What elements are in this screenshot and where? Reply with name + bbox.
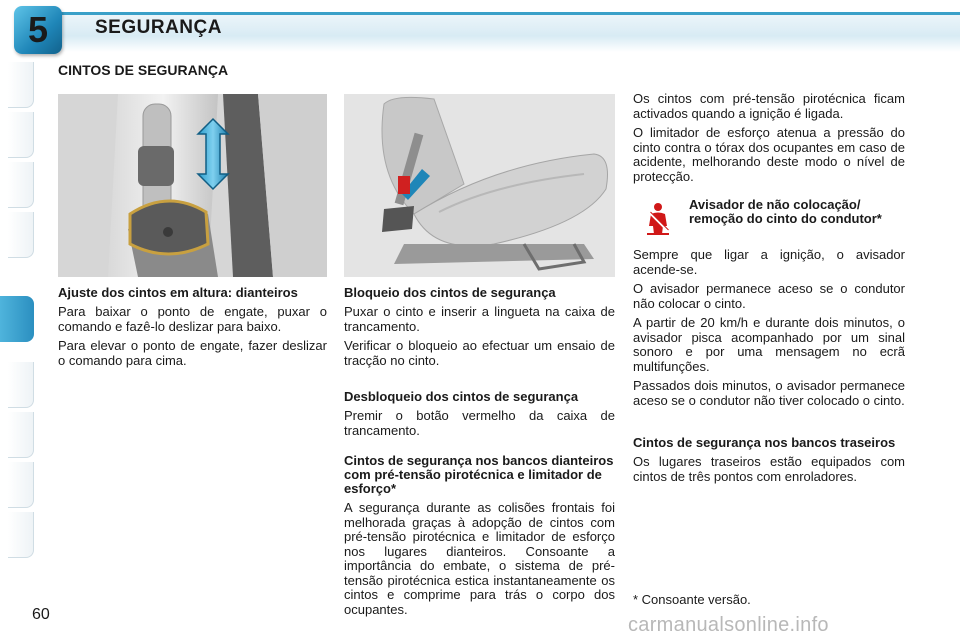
lock-heading: Bloqueio dos cintos de segurança — [344, 285, 556, 300]
height-adjust-raise-text: Para elevar o ponto de engate, fazer deslizar o comando para cima. — [58, 338, 327, 368]
warning-ignition-text: Sempre que ligar a ignição, o avisador acende-se. — [633, 247, 905, 277]
section-title: CINTOS DE SEGURANÇA — [58, 62, 229, 78]
warning-stays-on-text: O avisador permanece aceso se o condutor não colocar o cinto. — [633, 281, 905, 311]
pretension-activation-text: Os cintos com pré-tensão pirotécnica ficam activados quando a ignição é ligada. — [633, 91, 905, 121]
belt-height-adjuster-photo — [58, 94, 327, 277]
footnote: * Consoante versão. — [633, 592, 751, 607]
page-number: 60 — [32, 606, 50, 623]
seat-buckle-photo — [344, 94, 615, 277]
chapter-badge — [14, 6, 62, 54]
seat-illustration — [344, 94, 615, 277]
seatbelt-warning-header — [633, 196, 905, 244]
chapter-tab[interactable] — [8, 112, 34, 158]
seatbelt-warning-heading: Avisador de não colocação/ remoção do cinto do condutor* — [689, 197, 882, 226]
chapter-title: SEGURANÇA — [95, 17, 222, 38]
chapter-tab[interactable] — [8, 212, 34, 258]
unlock-text: Premir o botão vermelho da caixa de trancamento. — [344, 408, 615, 438]
force-limiter-text: O limitador de esforço atenua a pressão do cinto contra o tórax dos ocupantes em caso de acidente, melhorando deste modo o nível de protecção. — [633, 125, 905, 184]
lock-verify-text: Verificar o bloqueio ao efectuar um ensaio de tracção no cinto. — [344, 338, 615, 368]
height-adjust-lower-text: Para baixar o ponto de engate, puxar o comando e fazê-lo deslizar para baixo. — [58, 304, 327, 334]
belt-adjuster-illustration — [58, 94, 327, 277]
lock-insert-text: Puxar o cinto e inserir a lingueta na caixa de trancamento. — [344, 304, 615, 334]
chapter-tab[interactable] — [8, 412, 34, 458]
height-adjust-heading: Ajuste dos cintos em altura: dianteiros — [58, 285, 298, 300]
unlock-section — [344, 390, 615, 443]
watermark: carmanualsonline.info — [628, 614, 829, 636]
header-bar — [0, 0, 960, 52]
height-adjust-section — [58, 286, 327, 373]
rear-belts-heading: Cintos de segurança nos bancos traseiros — [633, 435, 896, 450]
chapter-number: 5 — [27, 9, 49, 50]
chapter-tab[interactable] — [8, 362, 34, 408]
lock-section — [344, 286, 615, 373]
chapter-tab[interactable] — [8, 162, 34, 208]
warning-blink-text: A partir de 20 km/h e durante dois minutos, o avisador pisca acompanhado por um sinal sonoro e por uma mensagem no ecrã multifunções. — [633, 315, 905, 374]
front-pretension-section — [344, 454, 615, 622]
seatbelt-warning-icon — [643, 202, 673, 236]
header-rule — [56, 12, 960, 15]
chapter-tab[interactable] — [8, 512, 34, 558]
chapter-tabs — [0, 62, 34, 582]
unlock-heading: Desbloqueio dos cintos de segurança — [344, 389, 579, 404]
seatbelt-warning-section — [633, 248, 905, 413]
chapter-tab[interactable] — [8, 462, 34, 508]
pretension-info-section — [633, 92, 905, 189]
rear-belts-text: Os lugares traseiros estão equipados com cintos de três pontos com enroladores. — [633, 454, 905, 484]
chapter-tab-active[interactable] — [0, 296, 34, 342]
rear-belts-section — [633, 436, 905, 489]
front-pretension-text: A segurança durante as colisões frontais foi melhorada graças à adopção de cintos com pré-tensão pirotécnica e limitador de esforço nos lugares dianteiros. Consoante a importância do embate, o sistema de pré-tensão pirotécnica estica instantaneamente os cintos e comprime para trás o corpo dos ocupantes. — [344, 500, 615, 617]
chapter-tab[interactable] — [8, 62, 34, 108]
front-pretension-heading: Cintos de segurança nos bancos dianteiros com pré-tensão pirotécnica e limitador de esforço* — [344, 453, 614, 496]
warning-after-two-min-text: Passados dois minutos, o avisador permanece aceso se o condutor não tiver colocado o cinto. — [633, 378, 905, 408]
